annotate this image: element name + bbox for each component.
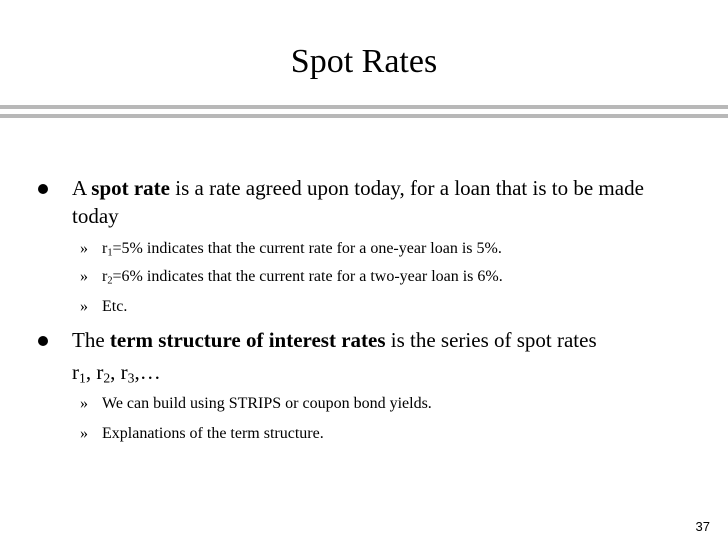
sub-bullet-2b <box>80 423 324 445</box>
series-separator: , <box>85 360 97 384</box>
bullet-2-suffix: is the series of spot rates <box>385 328 597 352</box>
page-number: 37 <box>695 519 710 534</box>
sub-bullet-marker-icon: » <box>80 298 88 315</box>
bullet-2-text <box>72 326 712 354</box>
sub-1a-text: =5% indicates that the current rate for a one-year loan is 5%. <box>112 240 502 257</box>
bullet-dot-icon <box>38 336 48 346</box>
slide-title: Spot Rates <box>290 43 438 80</box>
spot-rate-series <box>72 358 161 386</box>
sub-1a-subscript: 1 <box>107 247 113 259</box>
bullet-dot-icon <box>38 184 48 194</box>
series-ellipsis: ,… <box>134 360 161 384</box>
title-divider-top <box>0 105 728 109</box>
series-r2-subscript: 2 <box>103 370 111 386</box>
bullet-1-bold-term: spot rate <box>91 176 170 200</box>
bullet-1-text <box>72 174 692 230</box>
sub-1b-text: =6% indicates that the current rate for a two-year loan is 6%. <box>112 268 503 285</box>
sub-bullet-2a <box>80 393 432 415</box>
bullet-2-prefix: The <box>72 328 110 352</box>
sub-bullet-1b <box>80 266 503 288</box>
series-r1-symbol: r <box>72 360 79 384</box>
bullet-2-bold-term: term structure of interest rates <box>109 328 386 352</box>
sub-bullet-marker-icon: » <box>80 395 88 412</box>
series-separator: , <box>110 360 121 384</box>
sub-bullet-1a <box>80 238 502 260</box>
series-r1-subscript: 1 <box>79 370 86 386</box>
series-r3-subscript: 3 <box>127 370 135 386</box>
bullet-1-suffix: is a rate agreed upon today, for a loan that is to be made today <box>72 176 644 228</box>
sub-bullet-marker-icon: » <box>80 240 88 257</box>
sub-2b-text: Explanations of the term structure. <box>102 425 324 442</box>
sub-1c-text: Etc. <box>102 298 128 315</box>
title-divider-bottom <box>0 114 728 118</box>
sub-1a-symbol: r <box>102 240 108 257</box>
sub-bullet-1c <box>80 296 127 318</box>
sub-bullet-marker-icon: » <box>80 268 88 285</box>
series-r2-symbol: r <box>96 360 104 384</box>
sub-1b-subscript: 2 <box>107 275 113 287</box>
series-r3-symbol: r <box>120 360 128 384</box>
sub-bullet-marker-icon: » <box>80 425 88 442</box>
sub-1b-symbol: r <box>102 268 108 285</box>
sub-2a-text: We can build using STRIPS or coupon bond yields. <box>102 395 432 412</box>
bullet-1-prefix: A <box>72 176 92 200</box>
